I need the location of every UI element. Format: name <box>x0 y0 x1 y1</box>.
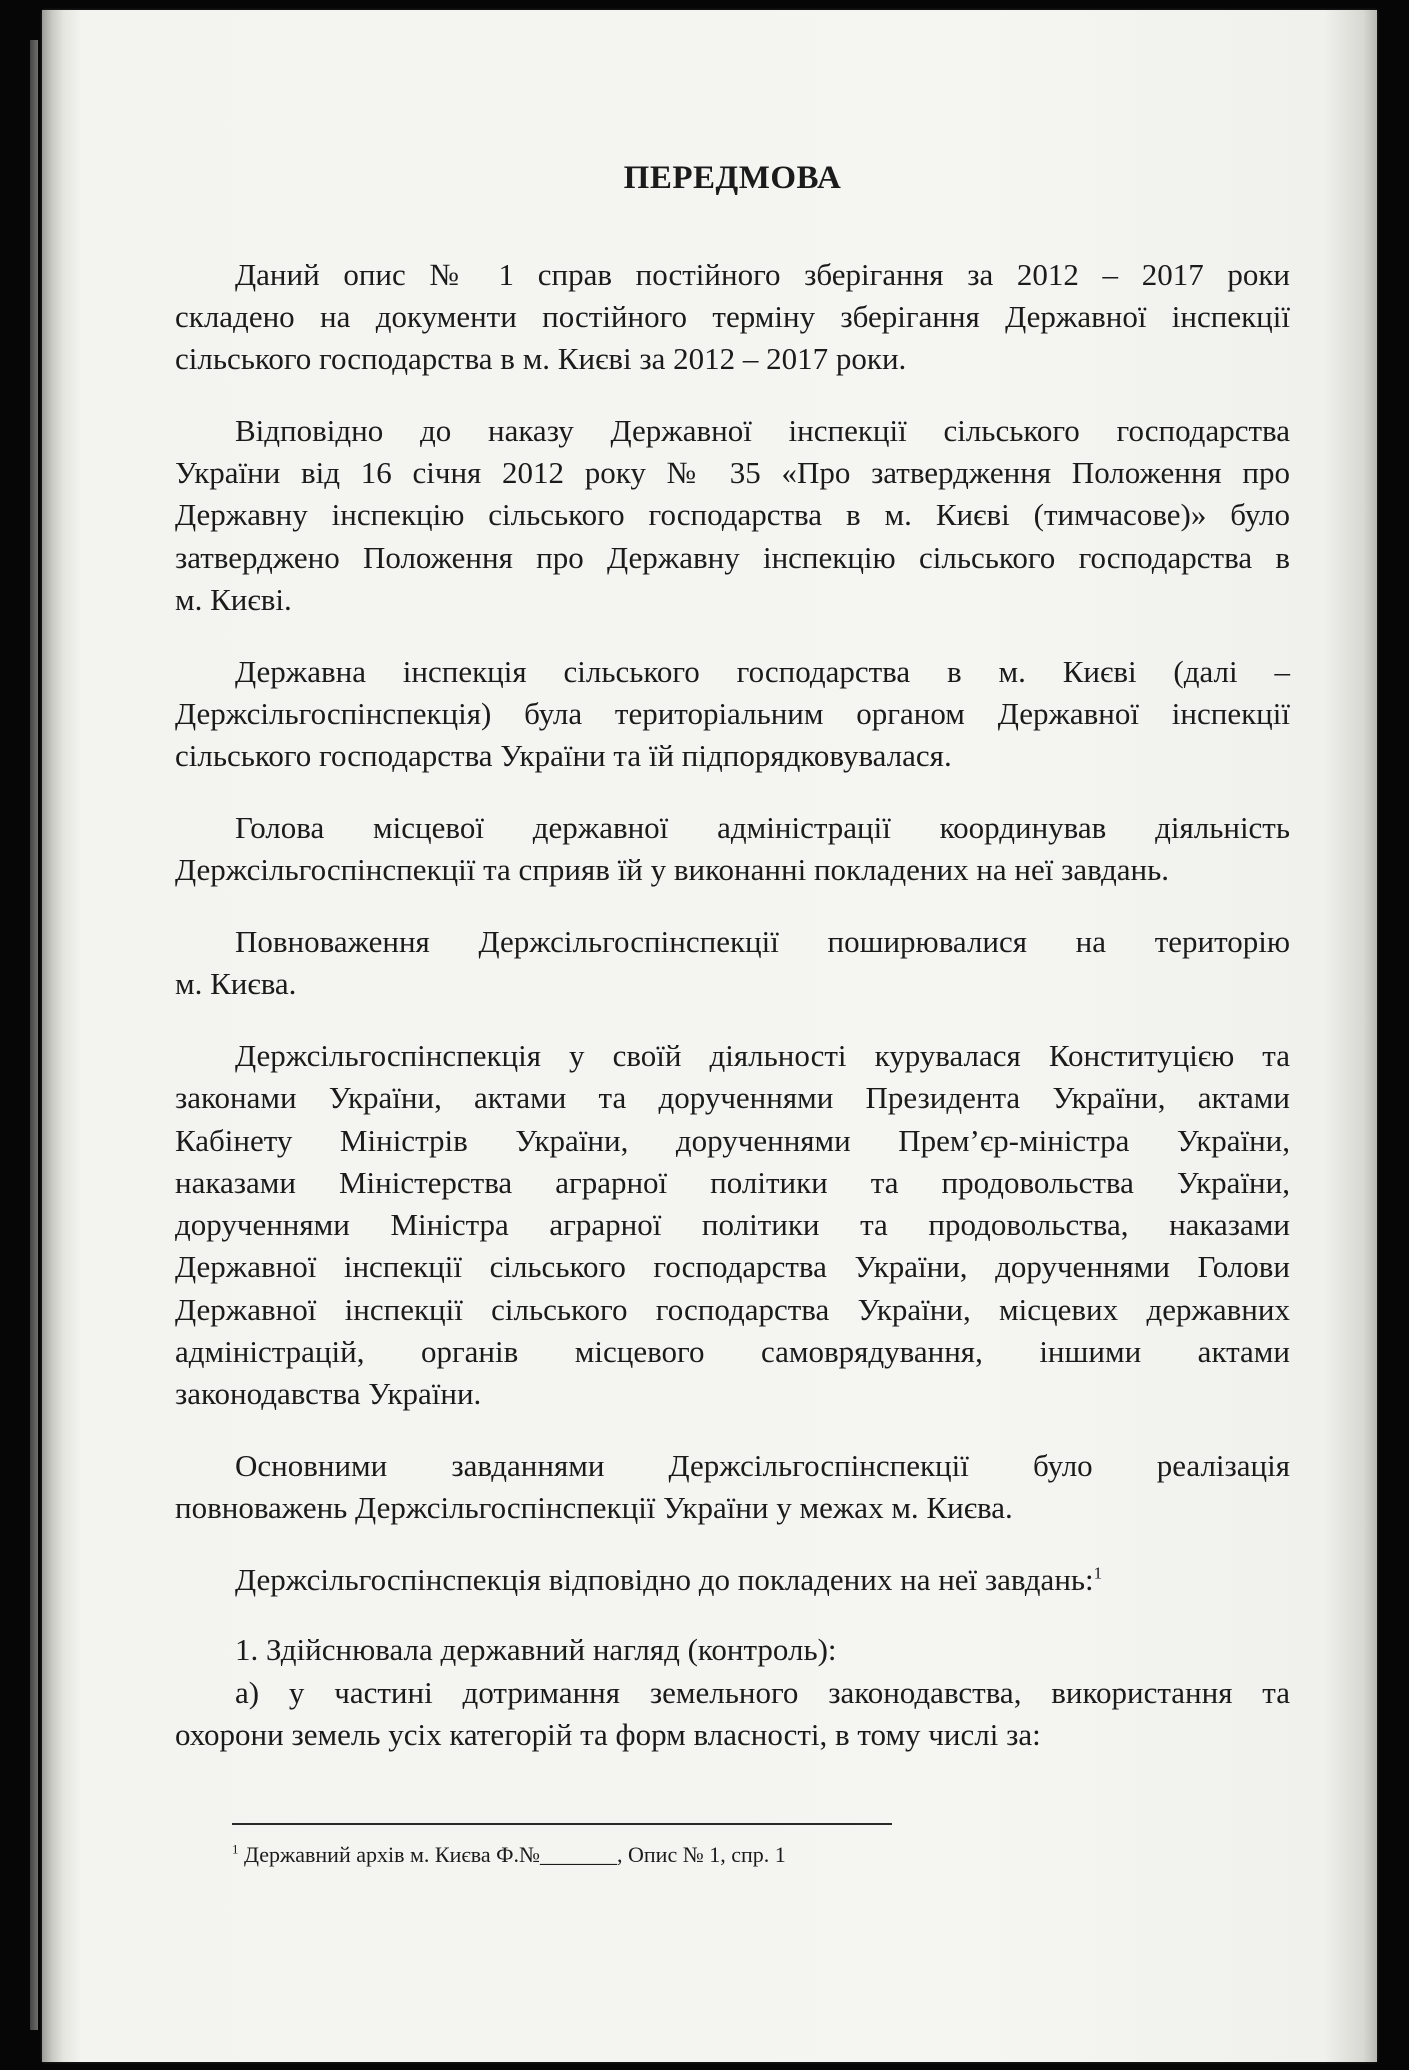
paragraph-7-line-1: Основними завданнями Держсільгоспінспекції було реалізація <box>235 1448 1290 1483</box>
footnote-number: 1 <box>232 1841 239 1857</box>
paragraph-1-line-2: складено на документи постійного терміну зберігання Державної інспекції <box>175 299 1290 334</box>
paragraph-6-line-6: Державної інспекції сільського господарства України, дорученнями Голови <box>175 1249 1290 1284</box>
subitem-a-line-1: а) у частині дотримання земельного законодавства, використання та <box>235 1675 1290 1710</box>
page-title: ПЕРЕДМОВА <box>623 160 842 196</box>
paragraph-6-line-3: Кабінету Міністрів України, дорученнями Прем’єр-міністра України, <box>175 1123 1290 1158</box>
paragraph-1-line-3: сільського господарства в м. Києві за 2012 – 2017 роки. <box>175 341 907 376</box>
paragraph-2-line-1: Відповідно до наказу Державної інспекції сільського господарства <box>235 413 1290 448</box>
paragraph-5-line-2: м. Києва. <box>175 966 297 1001</box>
paragraph-4-line-1: Голова місцевої державної адміністрації координував діяльність <box>235 810 1290 845</box>
document-page <box>42 10 1377 2062</box>
paragraph-6-line-8: адміністрацій, органів місцевого самоврядування, іншими актами <box>175 1334 1290 1369</box>
list-item-1: 1. Здійснювала державний нагляд (контроль): <box>235 1632 837 1667</box>
paragraph-2-line-2: України від 16 січня 2012 року № 35 «Про затвердження Положення про <box>175 455 1290 490</box>
paragraph-3-line-3: сільського господарства України та їй підпорядковувалася. <box>175 738 952 773</box>
paragraph-6-line-7: Державної інспекції сільського господарства України, місцевих державних <box>175 1292 1290 1327</box>
footnote <box>232 1842 786 1868</box>
paragraph-3-line-2: Держсільгоспінспекція) була територіальним органом Державної інспекції <box>175 696 1290 731</box>
paragraph-5-line-1: Повноваження Держсільгоспінспекції поширювалися на територію <box>235 924 1290 959</box>
paragraph-8-text: Держсільгоспінспекція відповідно до покладених на неї завдань: <box>235 1562 1094 1597</box>
page-stack-edge <box>30 40 38 2030</box>
footnote-text: Державний архів м. Києва Ф.№_______, Опис № 1, спр. 1 <box>244 1842 786 1867</box>
paragraph-6-line-5: дорученнями Міністра аграрної політики та продовольства, наказами <box>175 1207 1290 1242</box>
paragraph-1-line-1: Даний опис № 1 справ постійного зберігання за 2012 – 2017 роки <box>235 257 1290 292</box>
paragraph-4-line-2: Держсільгоспінспекції та сприяв їй у виконанні покладених на неї завдань. <box>175 852 1169 887</box>
paragraph-6-line-4: наказами Міністерства аграрної політики та продовольства України, <box>175 1165 1290 1200</box>
subitem-a-line-2: охорони земель усіх категорій та форм власності, в тому числі за: <box>175 1717 1041 1752</box>
paragraph-2-line-3: Державну інспекцію сільського господарства в м. Києві (тимчасове)» було <box>175 497 1290 532</box>
paragraph-2-line-5: м. Києві. <box>175 582 292 617</box>
footnote-separator <box>232 1823 892 1825</box>
footnote-reference: 1 <box>1093 1563 1103 1583</box>
paragraph-6-line-1: Держсільгоспінспекція у своїй діяльності курувалася Конституцією та <box>235 1038 1290 1073</box>
paragraph-2-line-4: затверджено Положення про Державну інспекцію сільського господарства в <box>175 540 1290 575</box>
paragraph-6-line-9: законодавства України. <box>175 1376 482 1411</box>
paragraph-3-line-1: Державна інспекція сільського господарства в м. Києві (далі – <box>235 654 1290 689</box>
paragraph-8-line-1 <box>175 1563 1290 1597</box>
paragraph-6-line-2: законами України, актами та дорученнями Президента України, актами <box>175 1080 1290 1115</box>
paragraph-7-line-2: повноважень Держсільгоспінспекції України у межах м. Києва. <box>175 1490 1013 1525</box>
